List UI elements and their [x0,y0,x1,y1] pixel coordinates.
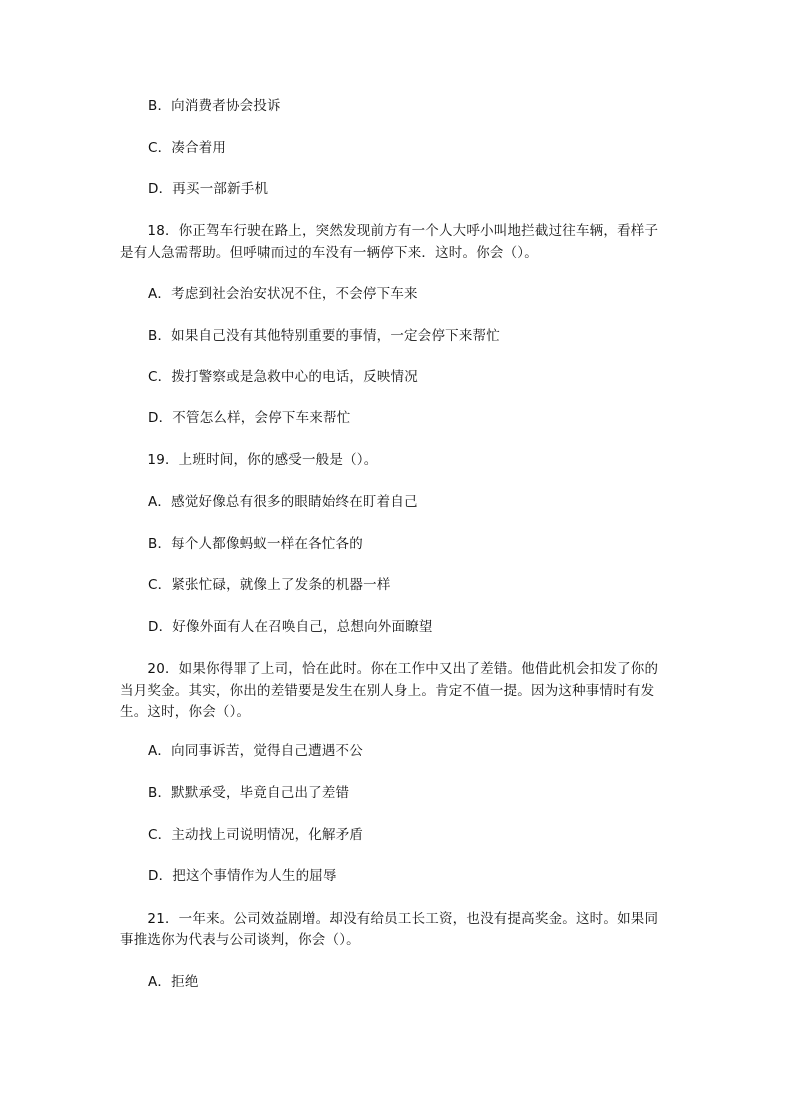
q20-option-d: D．把这个事情作为人生的屈辱 [148,868,337,884]
q20-text-line1: 20．如果你得罪了上司，恰在此时。你在工作中又出了差错。他借此机会扣发了你的 [120,661,659,677]
q18-option-b: B．如果自己没有其他特别重要的事情，一定会停下来帮忙 [148,328,500,344]
q21-text-line2: 事推选你为代表与公司谈判，你会（）。 [120,932,360,948]
q19-option-c: C．紧张忙碌，就像上了发条的机器一样 [148,577,391,593]
q20-option-b: B．默默承受，毕竟自己出了差错 [148,785,350,801]
q18-option-d: D．不管怎么样，会停下车来帮忙 [148,410,351,426]
q20-text-line3: 生。这时，你会（）。 [120,704,251,720]
q19-option-b: B．每个人都像蚂蚁一样在各忙各的 [148,536,363,552]
q20-text-line2: 当月奖金。其实，你出的差错要是发生在别人身上。肯定不值一提。因为这种事情时有发 [120,683,655,699]
prev-option-d: D．再买一部新手机 [148,181,269,197]
q20-option-a: A．向同事诉苦，觉得自己遭遇不公 [148,743,363,759]
q18-option-a: A．考虑到社会治安状况不住，不会停下车来 [148,286,418,302]
prev-option-b: B．向消费者协会投诉 [148,98,281,114]
q19-option-a: A．感觉好像总有很多的眼睛始终在盯着自己 [148,494,418,510]
q18-option-c: C．拨打警察或是急救中心的电话，反映情况 [148,369,418,385]
q18-text-line1: 18．你正驾车行驶在路上，突然发现前方有一个人大呼小叫地拦截过往车辆，看样子 [120,223,659,239]
prev-option-c: C．凑合着用 [148,140,227,156]
q21-text-line1: 21．一年来。公司效益剧增。却没有给员工长工资，也没有提高奖金。这时。如果同 [120,911,659,927]
q19-text: 19．上班时间，你的感受一般是（）。 [120,452,378,468]
q18-text-line2: 是有人急需帮助。但呼啸而过的车没有一辆停下来．这时。你会（）。 [120,245,538,261]
q20-option-c: C．主动找上司说明情况，化解矛盾 [148,827,364,843]
q19-option-d: D．好像外面有人在召唤自己，总想向外面瞭望 [148,619,433,635]
q21-option-a: A．拒绝 [148,974,199,990]
